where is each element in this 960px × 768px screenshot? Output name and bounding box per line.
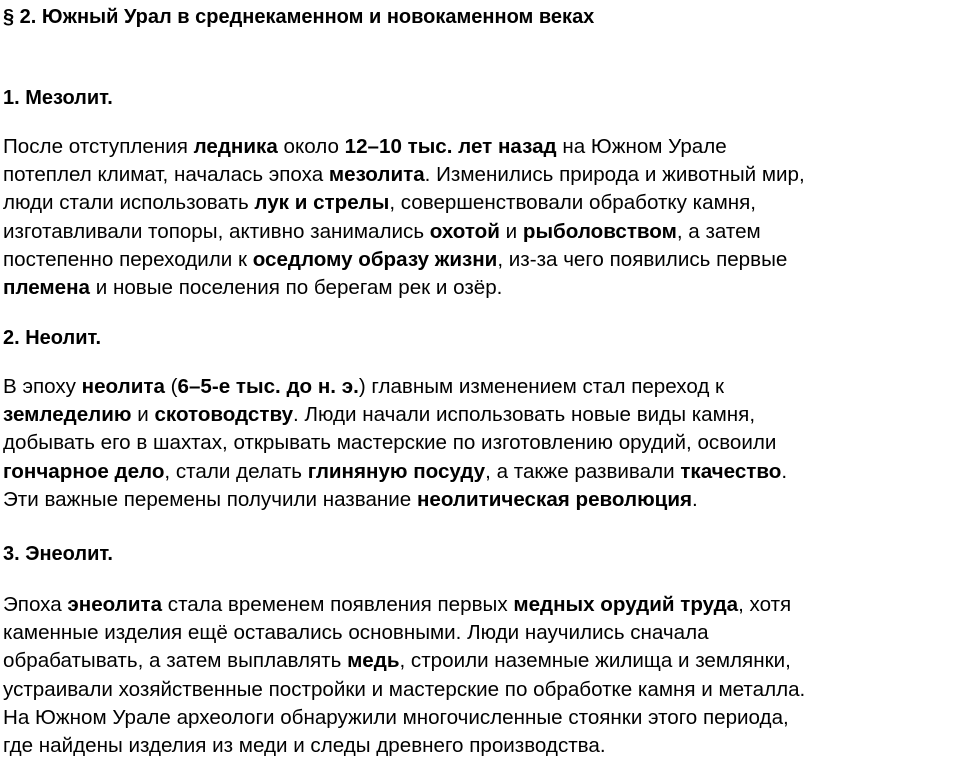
text-line <box>3 591 805 619</box>
text-line <box>3 486 787 514</box>
page-title: § 2. Южный Урал в среднекаменном и новокаменном веках <box>3 6 595 28</box>
bold-term: неолита <box>81 375 165 398</box>
text-run: . <box>781 459 788 483</box>
text-line <box>3 619 805 647</box>
text-line <box>3 647 805 675</box>
text-line <box>3 704 805 732</box>
bold-term: ткачество <box>680 459 782 483</box>
text-run: . <box>692 487 698 511</box>
text-run: . Люди начали использовать новые виды камня, <box>293 403 756 427</box>
text-run: ) главным изменением стал переход к <box>358 375 725 398</box>
text-line <box>3 218 805 246</box>
paragraph-mesolithic <box>3 133 805 302</box>
text-line <box>3 189 805 217</box>
text-run: Эти важные перемены получили название <box>3 487 417 511</box>
text-run: на Южном Урале <box>556 135 727 158</box>
text-run: На Южном Урале археологи обнаружили многочисленные стоянки этого периода, <box>3 705 789 729</box>
text-line <box>3 274 805 302</box>
text-run: обрабатывать, а затем выплавлять <box>3 649 348 673</box>
bold-term: неолитическая революция <box>416 487 692 511</box>
bold-term: 12–10 тыс. лет назад <box>344 135 557 158</box>
text-run: ( <box>164 375 178 398</box>
section-heading-mesolithic: 1. Мезолит. <box>3 87 113 109</box>
text-run: , строили наземные жилища и землянки, <box>399 649 791 673</box>
text-run: . Изменились природа и животный мир, <box>424 163 805 187</box>
text-run: , стали делать <box>164 459 308 483</box>
text-line <box>3 458 787 486</box>
text-run: каменные изделия ещё оставались основными. Люди научились сначала <box>3 621 709 645</box>
text-run: добывать его в шахтах, открывать мастерские по изготовлению орудий, освоили <box>3 431 777 455</box>
bold-term: рыболовством <box>522 219 677 243</box>
text-line <box>3 401 787 429</box>
text-run: , хотя <box>738 593 792 616</box>
text-run: и <box>499 219 523 243</box>
bold-term: племена <box>3 276 91 300</box>
text-line <box>3 732 805 760</box>
text-run: , а затем <box>676 219 761 243</box>
bold-term: мезолита <box>328 163 425 187</box>
bold-term: 6–5-е тыс. до н. э. <box>177 375 359 398</box>
bold-term: медь <box>347 649 400 673</box>
text-line <box>3 246 805 274</box>
text-run: люди стали использовать <box>3 191 255 215</box>
paragraph-neolithic <box>3 373 787 514</box>
bold-term: гончарное дело <box>3 459 165 483</box>
text-run: и новые поселения по берегам рек и озёр. <box>90 276 503 300</box>
paragraph-eneolithic <box>3 591 805 760</box>
section-heading-neolithic: 2. Неолит. <box>3 327 102 349</box>
bold-term: скотоводству <box>154 403 294 427</box>
bold-term: лук и стрелы <box>254 191 390 215</box>
text-run: постепенно переходили к <box>3 247 253 271</box>
section-heading-eneolithic: 3. Энеолит. <box>3 543 113 565</box>
bold-term: энеолита <box>67 593 163 616</box>
text-run: устраивали хозяйственные постройки и мастерские по обработке камня и металла. <box>3 677 806 701</box>
text-run: , из-за чего появились первые <box>497 247 788 271</box>
text-run: , а также развивали <box>485 459 681 483</box>
text-run: стала временем появления первых <box>162 593 514 616</box>
text-run: , совершенствовали обработку камня, <box>389 191 756 215</box>
text-line <box>3 429 787 457</box>
text-run: изготавливали топоры, активно занимались <box>3 219 430 243</box>
text-run: Эпоха <box>3 593 68 616</box>
text-line <box>3 373 787 401</box>
text-run: где найдены изделия из меди и следы древнего производства. <box>3 734 606 758</box>
text-run: потеплел климат, началась эпоха <box>3 163 329 187</box>
bold-term: оседлому образу жизни <box>252 247 498 271</box>
bold-term: ледника <box>193 135 278 158</box>
bold-term: глиняную посуду <box>307 459 486 483</box>
text-line <box>3 161 805 189</box>
text-run: После отступления <box>3 135 194 158</box>
bold-term: охотой <box>429 219 500 243</box>
text-run: В эпоху <box>3 375 82 398</box>
text-line <box>3 133 805 161</box>
bold-term: медных орудий труда <box>513 593 739 616</box>
text-run: около <box>277 135 345 158</box>
text-run: и <box>131 403 155 427</box>
bold-term: земледелию <box>3 403 132 427</box>
text-line <box>3 676 805 704</box>
